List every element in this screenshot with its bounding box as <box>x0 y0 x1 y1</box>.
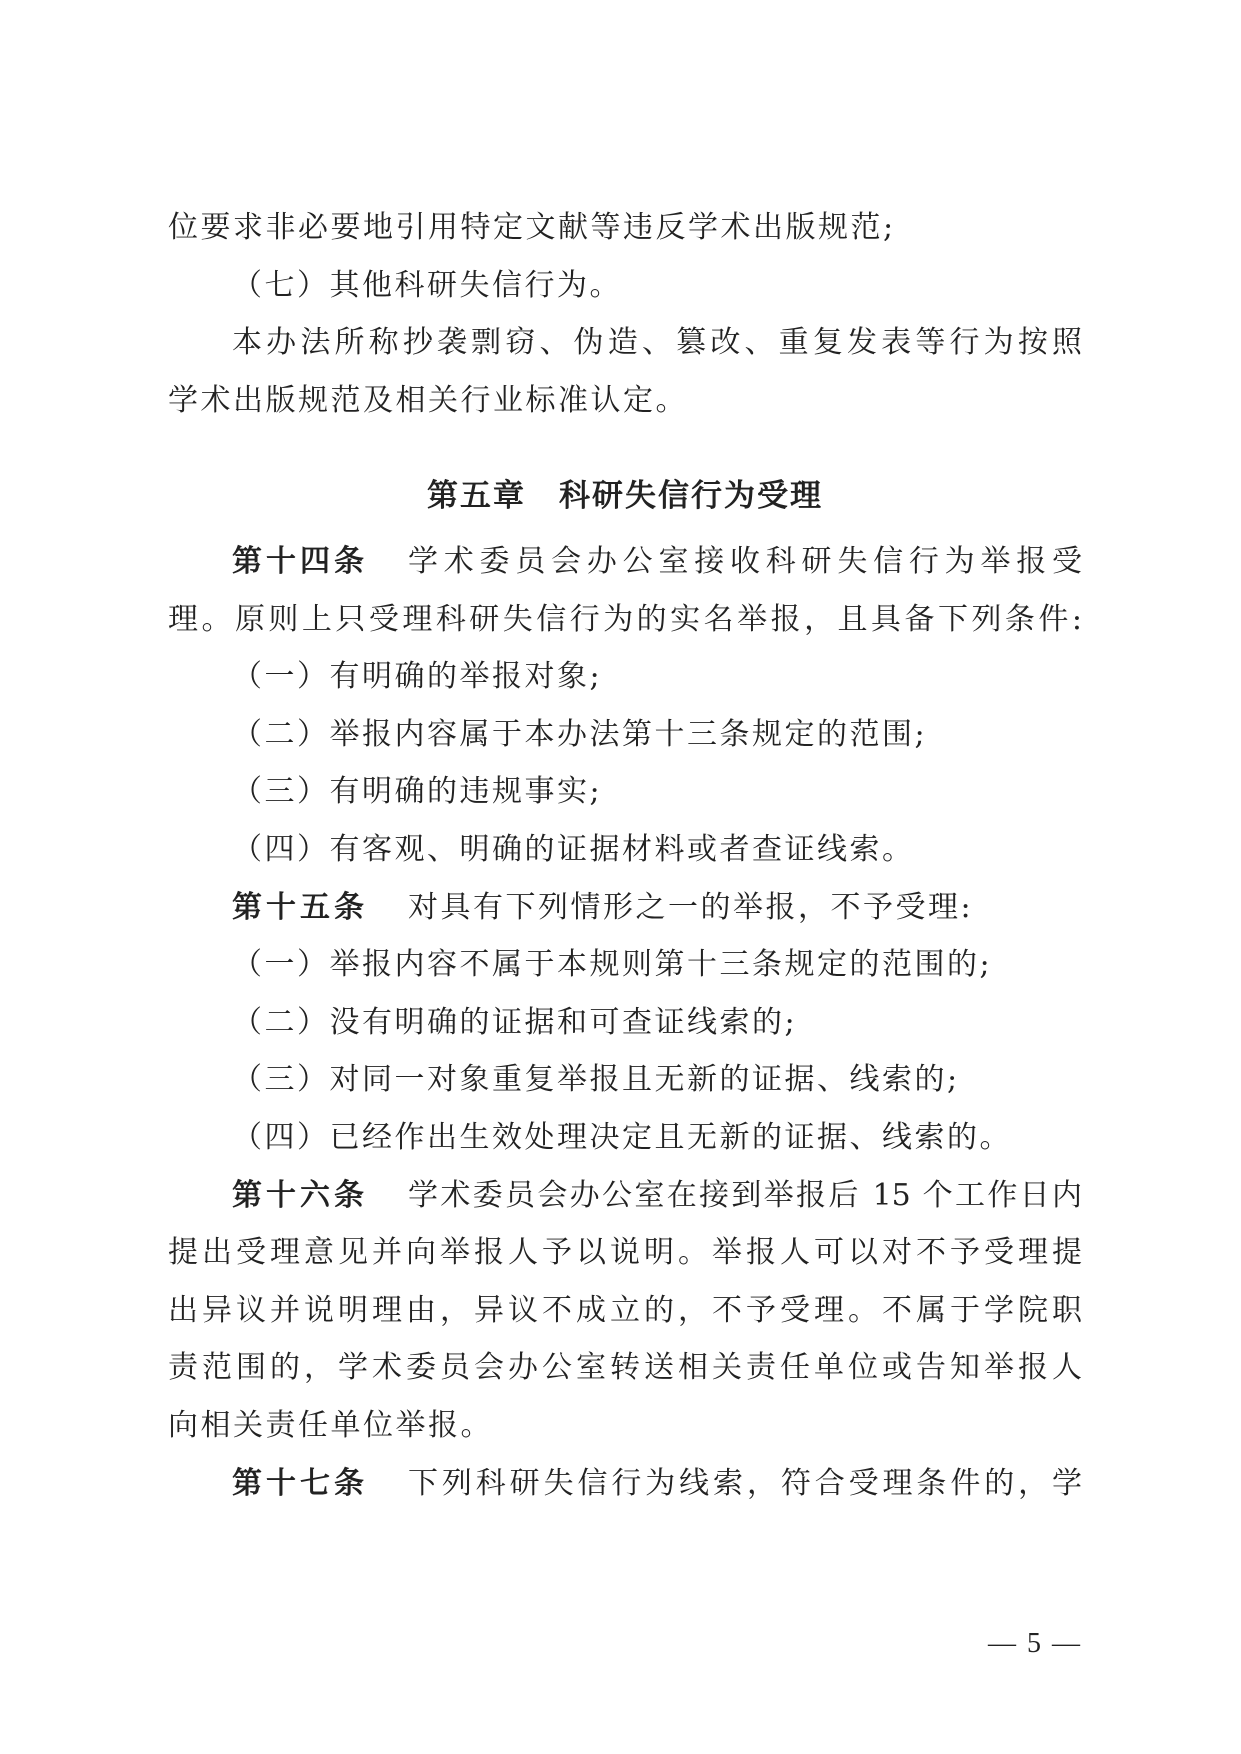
article-line <box>168 1167 1082 1225</box>
article-line: 向相关责任单位举报。 <box>168 1407 493 1443</box>
top-paragraphs <box>168 199 1082 429</box>
article-line <box>168 1455 1082 1513</box>
article-number: 第十七条 <box>232 1465 368 1501</box>
chapter-body <box>168 533 1082 1512</box>
chapter-title: 第五章 科研失信行为受理 <box>427 478 823 514</box>
article-line: 责范围的，学术委员会办公室转送相关责任单位或告知举报人 <box>168 1350 1082 1386</box>
article-line: 出异议并说明理由，异议不成立的，不予受理。不属于学院职 <box>168 1292 1082 1328</box>
paragraph-line: 位要求非必要地引用特定文献等违反学术出版规范; <box>168 210 896 245</box>
article-number: 第十六条 <box>232 1177 368 1213</box>
list-item: （三）对同一对象重复举报且无新的证据、线索的; <box>232 1062 960 1098</box>
list-item: （二）没有明确的证据和可查证线索的; <box>232 1004 798 1040</box>
list-item: （四）有客观、明确的证据材料或者查证线索。 <box>232 831 915 867</box>
list-item: （三）有明确的违规事实; <box>232 774 603 810</box>
list-item: （一）举报内容不属于本规则第十三条规定的范围的; <box>232 947 993 983</box>
paragraph-line: （七）其他科研失信行为。 <box>232 267 622 303</box>
list-item: （四）已经作出生效处理决定且无新的证据、线索的。 <box>232 1119 1012 1155</box>
paragraph-line: 学术出版规范及相关行业标准认定。 <box>168 382 688 418</box>
article-text: 对具有下列情形之一的举报，不予受理: <box>408 889 974 925</box>
article-text: 学术委员会办公室接收科研失信行为举报受 <box>408 544 1082 579</box>
page-number: — 5 — <box>988 1628 1082 1659</box>
article-text: 下列科研失信行为线索，符合受理条件的，学 <box>408 1465 1082 1501</box>
article-line <box>168 533 1082 591</box>
paragraph-line: 本办法所称抄袭剽窃、伪造、篡改、重复发表等行为按照 <box>232 325 1082 361</box>
article-number: 第十五条 <box>232 889 368 925</box>
list-item: （二）举报内容属于本办法第十三条规定的范围; <box>232 716 928 752</box>
article-line <box>168 879 1082 937</box>
article-number: 第十四条 <box>232 544 368 579</box>
article-line: 理。原则上只受理科研失信行为的实名举报，且具备下列条件: <box>168 601 1082 637</box>
list-item: （一）有明确的举报对象; <box>232 659 603 695</box>
article-line: 提出受理意见并向举报人予以说明。举报人可以对不予受理提 <box>168 1235 1082 1271</box>
article-text: 学术委员会办公室在接到举报后 15 个工作日内 <box>408 1177 1082 1213</box>
